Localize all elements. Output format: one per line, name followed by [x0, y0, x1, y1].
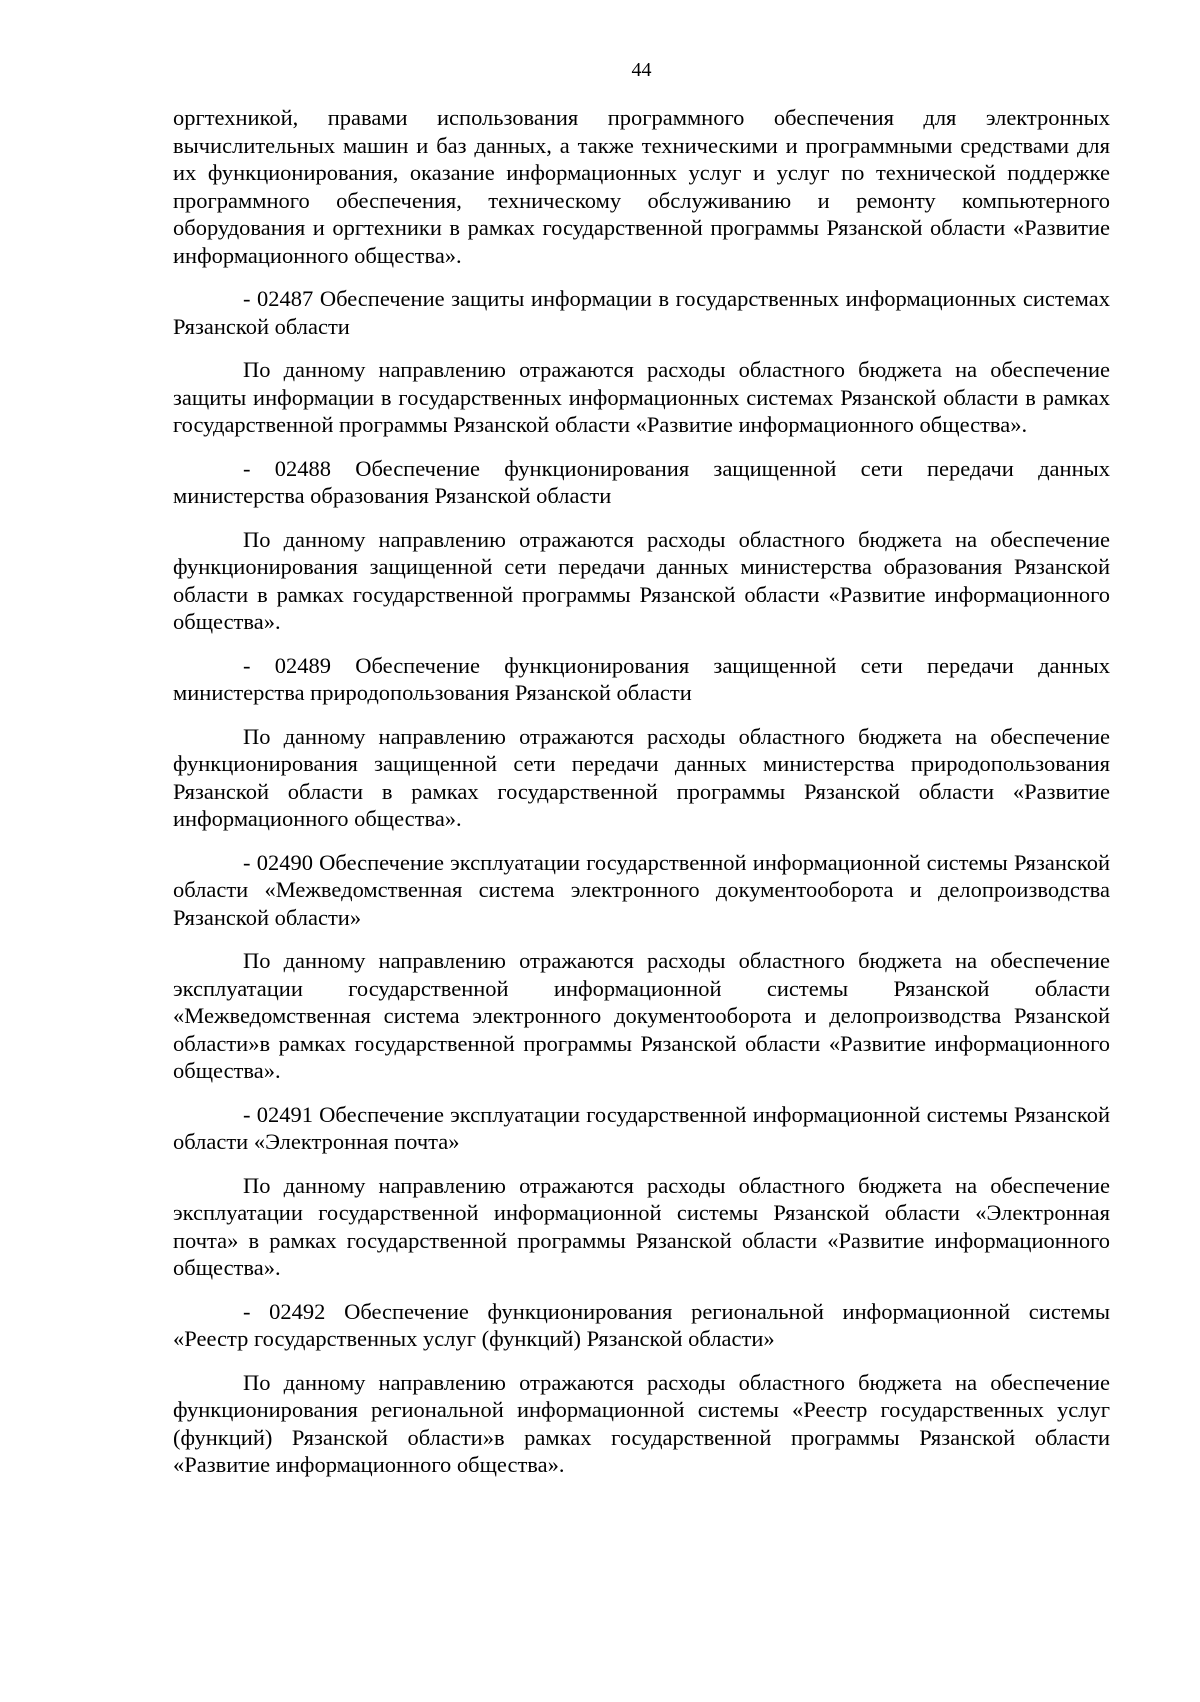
item-02487	[173, 285, 1110, 439]
item-02489	[173, 652, 1110, 833]
item-heading: - 02488 Обеспечение функционирования защищенной сети передачи данных министерства образования Рязанской области	[173, 455, 1110, 508]
item-heading: - 02487 Обеспечение защиты информации в государственных информационных системах Рязанской области	[173, 286, 1110, 339]
item-02492	[173, 1298, 1110, 1479]
page-number: 44	[631, 59, 652, 81]
item-description: По данному направлению отражаются расходы областного бюджета на обеспечение функционирования защищенной сети передачи данных министерства образования Рязанской области в рамках государственной программы Рязанской области «Развитие информационного общества».	[173, 526, 1110, 634]
item-heading: - 02492 Обеспечение функционирования региональной информационной системы «Реестр государственных услуг (функций) Рязанской области»	[173, 1298, 1110, 1351]
item-heading: - 02490 Обеспечение эксплуатации государственной информационной системы Рязанской области «Межведомственная система электронного документооборота и делопроизводства Рязанской области»	[173, 849, 1110, 930]
item-description: По данному направлению отражаются расходы областного бюджета на обеспечение защиты информации в государственных информационных системах Рязанской области в рамках государственной программы Рязанской области «Развитие информационного общества».	[173, 357, 1110, 437]
item-heading: - 02489 Обеспечение функционирования защищенной сети передачи данных министерства природопользования Рязанской области	[173, 652, 1110, 705]
document-page	[173, 58, 1110, 1495]
item-description: По данному направлению отражаются расходы областного бюджета на обеспечение эксплуатации государственной информационной системы Рязанской области «Электронная почта» в рамках государственной программы Рязанской области «Развитие информационного общества».	[173, 1172, 1110, 1280]
item-02491	[173, 1101, 1110, 1282]
item-description: По данному направлению отражаются расходы областного бюджета на обеспечение эксплуатации государственной информационной системы Рязанской области «Межведомственная система электронного документооборота и делопроизводства Рязанской области»в рамках государственной программы Рязанской области «Развитие информационного общества».	[173, 948, 1110, 1083]
item-description: По данному направлению отражаются расходы областного бюджета на обеспечение функционирования региональной информационной системы «Реестр государственных услуг (функций) Рязанской области»в рамках государственной программы Рязанской области «Развитие информационного общества».	[173, 1369, 1110, 1477]
item-02490	[173, 849, 1110, 1085]
item-heading: - 02491 Обеспечение эксплуатации государственной информационной системы Рязанской области «Электронная почта»	[173, 1101, 1110, 1154]
item-description: По данному направлению отражаются расходы областного бюджета на обеспечение функционирования защищенной сети передачи данных министерства природопользования Рязанской области в рамках государственной программы Рязанской области «Развитие информационного общества».	[173, 723, 1110, 831]
intro-paragraph: оргтехникой, правами использования программного обеспечения для электронных вычислительных машин и баз данных, а также техническими и программными средствами для их функционирования, оказание информационных услуг и услуг по технической поддержке программного обеспечения, техническому обслуживанию и ремонту компьютерного оборудования и оргтехники в рамках государственной программы Рязанской области «Развитие информационного общества».	[173, 105, 1110, 268]
item-02488	[173, 455, 1110, 636]
